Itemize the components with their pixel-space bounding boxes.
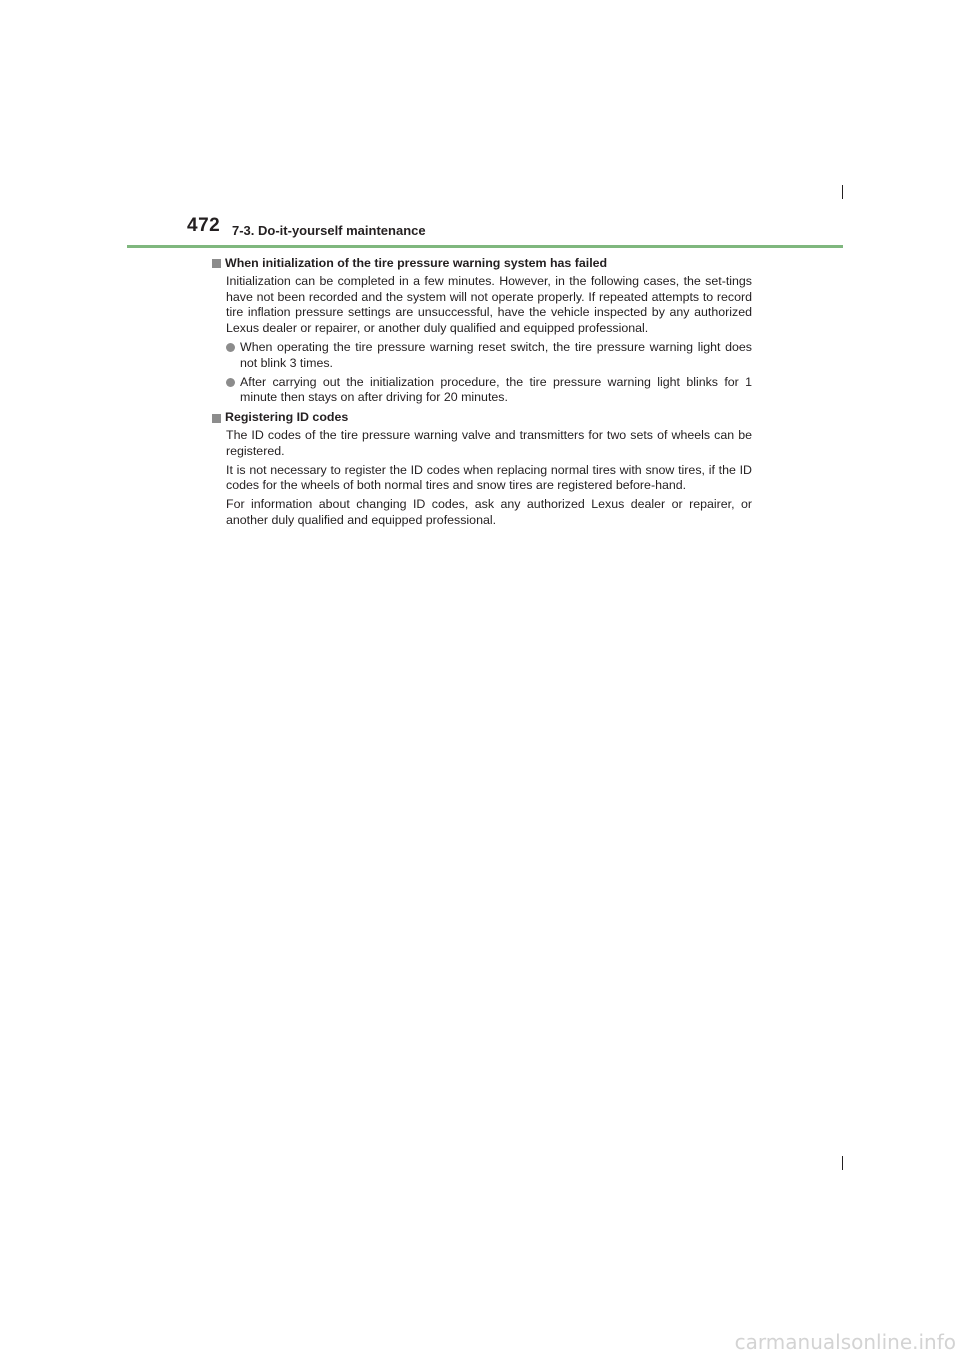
paragraph: The ID codes of the tire pressure warning valve and transmitters for two sets of wheels can be registered. xyxy=(226,427,752,458)
heading-text: Registering ID codes xyxy=(225,410,349,425)
watermark: carmanualsonline.info xyxy=(734,1330,956,1354)
crop-mark-bottom xyxy=(842,1156,843,1170)
circle-bullet-icon xyxy=(226,343,235,352)
bullet-item xyxy=(226,375,752,407)
paragraph: Initialization can be completed in a few minutes. However, in the following cases, the set-tings have not been recorded and the system will not operate properly. If repeated attempts to record tire inflation pressure settings are unsuccessful, have the vehicle inspected by any authorized Lexus dealer or repairer, or another duly qualified and equipped professional. xyxy=(226,273,752,336)
page-content xyxy=(212,256,752,533)
section-registering-id-codes xyxy=(212,410,752,529)
paragraph: It is not necessary to register the ID codes when replacing normal tires with snow tires, if the ID codes for the wheels of both normal tires and snow tires are registered before-hand. xyxy=(226,462,752,493)
square-bullet-icon xyxy=(212,414,221,423)
page-number: 472 xyxy=(187,215,221,236)
header-rule xyxy=(127,245,843,248)
paragraph: For information about changing ID codes, ask any authorized Lexus dealer or repairer, or another duly qualified and equipped professional. xyxy=(226,497,752,527)
section-heading xyxy=(212,410,752,426)
section-heading xyxy=(212,256,752,272)
circle-bullet-icon xyxy=(226,378,235,387)
bullet-text: When operating the tire pressure warning reset switch, the tire pressure warning light does not blink 3 times. xyxy=(240,339,752,370)
section-title: 7-3. Do-it-yourself maintenance xyxy=(232,223,426,238)
crop-mark-top xyxy=(842,185,843,199)
square-bullet-icon xyxy=(212,259,221,268)
bullet-item xyxy=(226,340,752,372)
bullet-text: After carrying out the initialization procedure, the tire pressure warning light blinks for 1 minute then stays on after driving for 20 minutes. xyxy=(240,374,752,405)
section-init-failed xyxy=(212,256,752,406)
heading-text: When initialization of the tire pressure warning system has failed xyxy=(225,256,608,270)
